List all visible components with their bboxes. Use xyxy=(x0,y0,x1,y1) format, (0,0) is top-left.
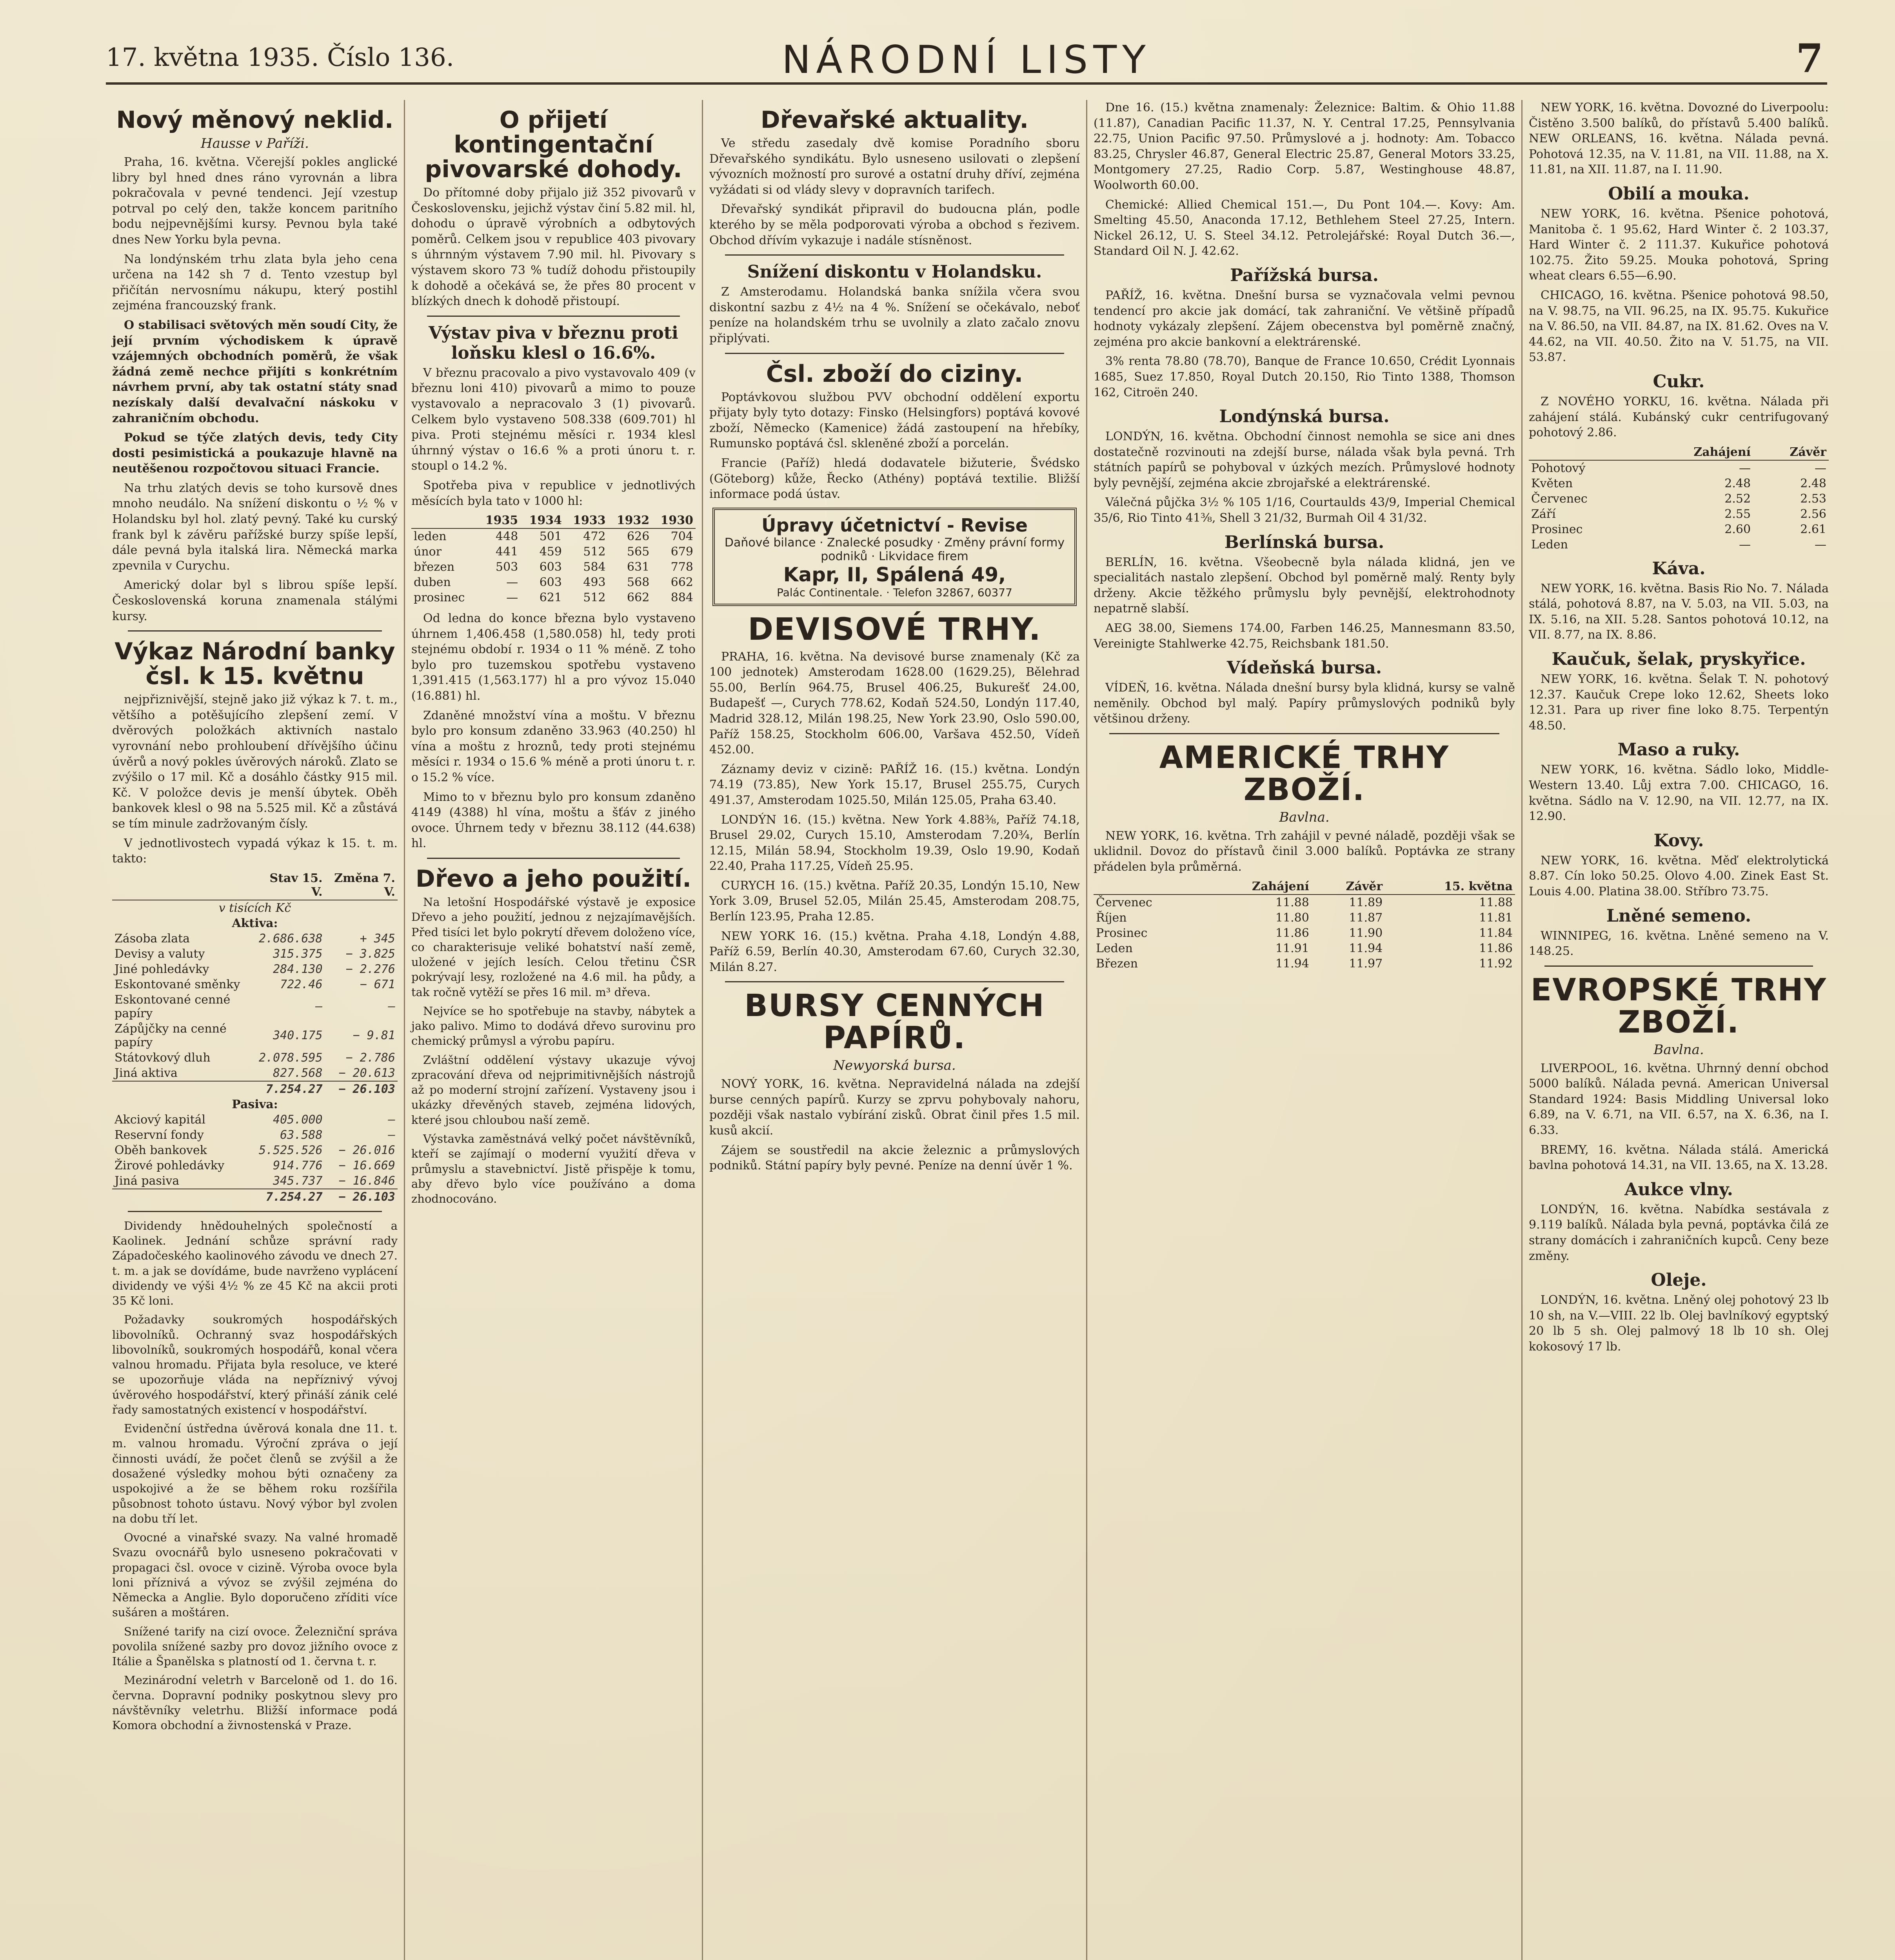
article-title: Dřevařské aktuality. xyxy=(760,106,1029,134)
paragraph: BERLÍN, 16. května. Všeobecně byla nálada klidná, jen ve specialitách nastalo zlepšení. Obchod byl poměrně malý. Renty byly drženy. Akcie těžkého průmyslu byly pevnější, elektrohodnoty nepatrně slabší. xyxy=(1094,555,1515,616)
table-cell: 584 xyxy=(583,560,606,574)
paragraph: Dřevařský syndikát připravil do budoucna plán, podle kterého by se měla podporovati výroba a obchod s řezivem. Obchod dřívím vykazuje i nadále stísněnost. xyxy=(709,202,1080,247)
table-header: Zahájení xyxy=(1202,879,1312,895)
table-cell: 565 xyxy=(627,545,650,559)
table-cell: 621 xyxy=(539,591,562,605)
table-cell: − 20.613 xyxy=(338,1066,395,1080)
paragraph: Zájem se soustředil na akcie železnic a průmyslových podniků. Státní papíry byly pevné. Peníze na denní úvěr 1 %. xyxy=(709,1143,1080,1173)
table-cell: 704 xyxy=(670,530,693,544)
table-cell: — xyxy=(506,575,518,590)
table-cell: Září xyxy=(1531,507,1556,521)
article-title: Výkaz Národní banky čsl. k 15. květnu xyxy=(114,638,395,690)
paragraph: NEW YORK, 16. května. Basis Rio No. 7. Nálada stálá, pohotová 8.87, na V. 5.03, na VII. 5.03, na IX. 5.16, na XII. 5.28. Santos pohotová 10.12, na VII. 8.77, na IX. 8.86. xyxy=(1529,581,1829,642)
table-row xyxy=(112,1065,398,1081)
table-header: 1933 xyxy=(564,513,608,528)
table-cell: — xyxy=(1739,537,1751,552)
table-row xyxy=(1094,895,1515,910)
paragraph: Záznamy deviz v cizině: PAŘÍŽ 16. (15.) května. Londýn 74.19 (73.85), New York 15.17, Brusel 255.75, Curych 491.37, Amsterodam 1025.50, Milán 125.05, Praha 63.40. xyxy=(709,762,1080,807)
table-cell: 2.48 xyxy=(1800,476,1826,490)
table-row xyxy=(411,559,696,575)
paragraph: Zdaněné množství vína a moštu. V březnu bylo pro konsum zdaněno 33.963 (40.250) hl vína a moštu z hroznů, tedy proti stejnému měsíci r. 1934 o 15.6 % méně a proti únoru t. r. o 15.2 % více. xyxy=(411,708,696,785)
table-cell: Květen xyxy=(1531,476,1573,490)
table-row xyxy=(112,1127,398,1143)
cotton-price-table xyxy=(1094,879,1515,971)
table-cell: 315.375 xyxy=(273,947,323,961)
beer-consumption-table xyxy=(411,513,696,605)
paragraph: PAŘÍŽ, 16. května. Dnešní bursa se vyznačovala velmi pevnou tendencí pro akcie jak domácí, tak zahraniční. Ve většině případů hodnoty vykázaly zlepšení. Zájem obecenstva byl poměrně značný, zejména pro akcie bankovní a elektrárenské. xyxy=(1094,288,1515,349)
table-cell: 448 xyxy=(496,530,518,544)
table-cell: Jiná aktiva xyxy=(114,1066,178,1080)
table-cell: 2.52 xyxy=(1724,492,1751,506)
table-row xyxy=(1529,491,1829,506)
table-header xyxy=(1529,445,1640,460)
paragraph: NEW YORK, 16. května. Měď elektrolytická 8.87. Cín loko 50.25. Olovo 4.00. Zinek East St. Louis 4.00. Platina 38.00. Stříbro 73.75. xyxy=(1529,853,1829,898)
article-title: Londýnská bursa. xyxy=(1219,407,1390,427)
table-cell: 472 xyxy=(583,530,606,544)
table-cell: 631 xyxy=(627,560,650,574)
paragraph: Evidenční ústředna úvěrová konala dne 11. t. m. valnou hromadu. Výroční zpráva o její činnosti uvádí, že počet členů se zvýšil a že dosažené výsledky mohou býti označeny za uspokojivé a že se během roku rozšířila působnost tohoto ústavu. Nový výbor byl zvolen na dobu tří let. xyxy=(112,1422,398,1525)
divider xyxy=(725,254,1064,256)
table-cell: Zásoba zlata xyxy=(114,931,190,946)
ad-contact: Palác Continentale. · Telefon 32867, 60377 xyxy=(777,586,1012,599)
article-title: Maso a ruky. xyxy=(1617,740,1740,760)
paragraph: Zvláštní oddělení výstavy ukazuje vývoj zpracování dřeva od nejprimitivnějších nástrojů až po moderní strojní zařízení. Vystaveny jsou i ukázky dřevěných staveb, zejména lidových, které jsou chloubou naší země. xyxy=(411,1053,696,1127)
table-row xyxy=(1529,476,1829,491)
table-cell: 284.130 xyxy=(273,962,323,976)
paragraph: NEW YORK, 16. května. Šelak T. N. pohotový 12.37. Kaučuk Crepe loko 12.62, Sheets loko 12.31. Para up river fine loko 8.75. Terpentýn 48.50. xyxy=(1529,672,1829,733)
table-row xyxy=(411,590,696,605)
table-cell: Jiná pasiva xyxy=(114,1174,180,1188)
paragraph: V jednotlivostech vypadá výkaz k 15. t. m. takto: xyxy=(112,836,398,866)
paragraph: NEW YORK, 16. května. Pšenice pohotová, Manitoba č. 1 95.62, Hard Winter č. 2 103.37, Hard Winter č. 2 111.37. Kukuřice pohotová 102.75. Žito 59.25. Mouka pohotová, Spring wheat clears 6.55—6.90. xyxy=(1529,207,1829,283)
table-section: Pasiva: xyxy=(232,1097,278,1111)
article-title: O přijetí kontingentační pivovarské dohody. xyxy=(425,106,682,183)
table-cell: 2.61 xyxy=(1800,522,1826,536)
table-cell: 512 xyxy=(583,545,606,559)
table-cell: březen xyxy=(414,560,455,574)
column-4 xyxy=(1086,100,1521,1960)
table-header: 1935 xyxy=(477,513,521,528)
table-row xyxy=(1094,941,1515,956)
paragraph: Dne 16. (15.) května znamenaly: Železnice: Baltim. & Ohio 11.88 (11.87), Canadian Pacific 11.37, N. Y. Central 17.25, Pennsylvania 22.75, Union Pacific 97.50. Průmyslové a j. hodnoty: Am. Tobacco 83.25, Chrysler 46.87, General Electric 25.87, General Motors 33.25, Montgomery 27.25, Radio Corp. 5.87, Westinghouse 48.87, Woolworth 60.00. xyxy=(1094,101,1515,192)
table-header xyxy=(411,513,477,528)
divider xyxy=(427,858,680,859)
page-number: 7 xyxy=(1796,35,1823,82)
paragraph: Od ledna do konce března bylo vystaveno úhrnem 1,406.458 (1,580.058) hl, tedy proti stejnému období r. 1934 o 11 % méně. Z toho bylo pro tuzemskou spotřebu vystaveno 1,391.415 (1,563.177) hl a pro vývoz 15.040 (16.881) hl. xyxy=(411,612,696,703)
article-title: Snížení diskontu v Holandsku. xyxy=(747,262,1042,282)
article-title: Lněné semeno. xyxy=(1606,906,1751,926)
table-cell: Březen xyxy=(1096,956,1138,971)
accounting-advertisement xyxy=(712,508,1077,606)
page-header xyxy=(106,27,1827,85)
table-cell: 11.97 xyxy=(1349,956,1383,971)
paragraph: NEW YORK, 16. května. Trh zahájil v pevné náladě, později však se uklidnil. Dovoz do přístavů činil 3.000 balíků. Poptávka ze strany přádelen byla průměrná. xyxy=(1094,829,1515,874)
paragraph: NOVÝ YORK, 16. května. Nepravidelná nálada na zdejší burse cenných papírů. Kurzy se zprvu pohybovaly nahoru, později však nastalo vybírání zisků. Obrat činil přes 1.5 mil. kusů akcií. xyxy=(709,1077,1080,1138)
table-cell: − 26.103 xyxy=(325,1081,398,1097)
table-row xyxy=(1094,956,1515,971)
paragraph: BREMY, 16. května. Nálada stálá. Americká bavlna pohotová 14.31, na VII. 13.65, na X. 13.28. xyxy=(1529,1143,1829,1172)
table-cell: 503 xyxy=(496,560,518,574)
table-cell: 722.46 xyxy=(280,977,323,991)
table-cell: Devisy a valuty xyxy=(114,947,205,961)
table-row xyxy=(112,1143,398,1158)
divider xyxy=(128,630,382,632)
table-cell: 11.86 xyxy=(1275,926,1309,940)
table-header: Změna 7. V. xyxy=(325,871,398,900)
paragraph: Požadavky soukromých hospodářských libovolníků. Ochranný svaz hospodářských libovolníků, soukromých hospodářů, konal včera valnou hromadu. Přijata byla resoluce, ve které se upozorňuje vláda na nepříznivý vývoj úvěrového hospodářství, který přináší zánik celé řady samostatných existencí v hospodářství. xyxy=(112,1313,398,1416)
paragraph: Snížené tarify na cizí ovoce. Železniční správa povolila snížené sazby pro dovoz jižního ovoce z Itálie a Španělska s platností od 1. června t. r. xyxy=(112,1624,398,1668)
table-cell: 884 xyxy=(670,591,693,605)
table-cell: Červenec xyxy=(1096,895,1152,909)
table-header: Zahájení xyxy=(1640,445,1753,460)
paragraph: V březnu pracovalo a pivo vystavovalo 409 (v březnu loni 410) pivovarů a mimo to pouze vystavovalo a nepracovalo 3 (1) pivovarů. Celkem bylo vystaveno 508.338 (609.701) hl piva. Proti stejnému měsíci r. 1934 klesl úhrnný výstav o 16.6 % a proti únoru t. r. stoupl o 14.2 %. xyxy=(411,366,696,473)
table-header: Závěr xyxy=(1753,445,1829,460)
table-cell: — xyxy=(1815,461,1826,475)
paragraph: Ovocné a vinařské svazy. Na valné hromadě Svazu ovocnářů bylo usneseno pokračovati v propagaci čsl. ovoce v cizině. Výroba ovoce byla loni příznivá a vývoz se zvýšil zejména do Německa a Anglie. Bylo doporučeno zříditi více sušáren a moštáren. xyxy=(112,1531,398,1619)
paragraph: Na trhu zlatých devis se toho kursově dnes mnoho neudálo. Na snížení diskontu o ½ % v Holandsku byl hol. zlatý pevný. Také ku curský frank byl k závěru pařížské burzy spíše lepší, dále pevná byla italská lira. Německá marka zpevnila v Curychu. xyxy=(112,481,398,573)
table-cell: Leden xyxy=(1531,537,1568,552)
table-cell: Prosinec xyxy=(1096,926,1148,940)
table-cell: — xyxy=(388,1112,395,1127)
table-cell: 914.776 xyxy=(273,1158,323,1172)
paragraph: Pokud se týče zlatých devis, tedy City dosti pesimistická a poukazuje hlavně na neutěšenou rozpočtovou situaci Francie. xyxy=(112,431,398,476)
section-title: EVROPSKÉ TRHY ZBOŽÍ. xyxy=(1530,972,1827,1040)
paragraph: VÍDEŇ, 16. května. Nálada dnešní bursy byla klidná, kursy se valně neměnily. Obchod byl malý. Papíry průmyslových podniků byly většinou drženy. xyxy=(1094,681,1515,726)
table-cell: − 2.786 xyxy=(345,1051,395,1065)
article-subtitle: Hausse v Paříži. xyxy=(200,136,309,151)
table-cell: 2.48 xyxy=(1724,476,1751,490)
table-cell: Leden xyxy=(1096,941,1133,955)
paragraph: Mezinárodní veletrh v Barceloně od 1. do 16. června. Dopravní podniky poskytnou slevy pro návštěvníky veletrhu. Bližší informace podá Komora obchodní a živnostenská v Praze. xyxy=(112,1673,398,1732)
table-cell: 512 xyxy=(583,591,606,605)
paragraph: Na londýnském trhu zlata byla jeho cena určena na 142 sh 7 d. Tento vzestup byl přičítán nervosnímu nákupu, který postihl zejména francouzský frank. xyxy=(112,252,398,313)
table-cell: Žirové pohledávky xyxy=(114,1158,225,1172)
table-cell: — xyxy=(315,1000,323,1014)
table-cell: − 9.81 xyxy=(352,1029,395,1043)
table-cell: 459 xyxy=(539,545,562,559)
paragraph: Americký dolar byl s librou spíše lepší. Československá koruna znamenala stálými kursy. xyxy=(112,578,398,623)
table-cell: 7.254.27 xyxy=(253,1081,325,1097)
table-section: Aktiva: xyxy=(232,916,278,930)
table-row xyxy=(411,528,696,544)
table-cell: 11.86 xyxy=(1479,941,1513,955)
article-title: Výstav piva v březnu proti loňsku klesl o 16.6%. xyxy=(429,323,678,363)
table-cell: 441 xyxy=(496,545,518,559)
table-header xyxy=(112,871,253,900)
divider xyxy=(128,1211,382,1212)
table-row xyxy=(112,1158,398,1173)
table-row xyxy=(1094,926,1515,941)
table-cell: 11.94 xyxy=(1275,956,1309,971)
paragraph: CHICAGO, 16. května. Pšenice pohotová 98.50, na V. 98.75, na VII. 96.25, na IX. 95.75. Kukuřice na V. 86.50, na VII. 84.87, na IX. 81.62. Oves na V. 44.62, na VII. 40.50. Žito na V. 51.75, na VII. 53.87. xyxy=(1529,288,1829,365)
paragraph: Chemické: Allied Chemical 151.—, Du Pont 104.—. Kovy: Am. Smelting 45.50, Anaconda 17.12, Bethlehem Steel 27.25, Intern. Nickel 26.12, U. S. Steel 34.12. Petrolejářské: Royal Dutch 36.—, Standard Oil N. J. 42.62. xyxy=(1094,198,1515,258)
paragraph: Poptávkovou službou PVV obchodní oddělení exportu přijaty byly tyto dotazy: Finsko (Helsingfors) poptává kovové zboží, Německo (Kamenice) žádá zastoupení na hřebíky, Rumunsko poptává čsl. skleněné zboží a porcelán. xyxy=(709,390,1080,451)
table-cell: 827.568 xyxy=(273,1066,323,1080)
divider xyxy=(427,316,680,317)
table-cell: 11.88 xyxy=(1275,895,1309,909)
table-cell: leden xyxy=(414,530,447,544)
paragraph: LONDÝN, 16. května. Obchodní činnost nemohla se sice ani dnes dostatečně rozvinouti na zdejší burse, nálada však byla pevná. Trh státních papírů se pohyboval v úzkých mezích. Průmyslové hodnoty byly pevnější, zejména akcie zbrojařské a elektrárenské. xyxy=(1094,430,1515,490)
table-cell: — xyxy=(506,591,518,605)
table-cell: Říjen xyxy=(1096,911,1127,925)
table-header xyxy=(1094,879,1202,895)
table-cell: 11.88 xyxy=(1479,895,1513,909)
table-cell: — xyxy=(1739,461,1751,475)
article-title: Káva. xyxy=(1652,558,1706,579)
article-title: Nový měnový neklid. xyxy=(116,106,394,134)
table-cell: 493 xyxy=(583,575,606,590)
table-row xyxy=(1529,522,1829,537)
table-cell: Eskontované směnky xyxy=(114,977,240,991)
table-row xyxy=(112,1112,398,1127)
divider xyxy=(1544,965,1813,967)
table-cell: 11.91 xyxy=(1275,941,1309,955)
section-title: AMERICKÉ TRHY ZBOŽÍ. xyxy=(1159,740,1450,808)
table-row xyxy=(1529,537,1829,552)
paragraph: Praha, 16. května. Včerejší pokles anglické libry byl hned dnes ráno vyrovnán a libra pokračovala v pevné tendenci. Její vzestup potrval po celý den, takže koncem paritního bodu nejpevnějšími kursy. Pevnou byla také dnes New Yorku byla pevna. xyxy=(112,155,398,247)
paragraph: Spotřeba piva v republice v jednotlivých měsících byla tato v 1000 hl: xyxy=(411,478,696,508)
paragraph: Výstavka zaměstnává velký počet návštěvníků, kteří se zajímají o moderní využití dřeva v průmyslu a stavebnictví. Jistě přispěje k tomu, aby dřevo bylo více používáno a doma zhodnocováno. xyxy=(411,1132,696,1206)
table-cell: 11.90 xyxy=(1349,926,1383,940)
paragraph: Na letošní Hospodářské výstavě je exposice Dřevo a jeho použití, jednou z nejzajímavějších. Před tisíci let bylo pokrytí dřevem doloženo více, co charakterisuje veliké bohatství naší země, uložené v jejích lesích. Celou třetinu ČSR pokrývají lesy, rozložené na 4.6 mil. ha půdy, a tak ročně vytěží se přes 16 mil. m³ dřeva. xyxy=(411,895,696,999)
paragraph: Nejvíce se ho spotřebuje na stavby, nábytek a jako palivo. Mimo to dodává dřevo surovinu pro chemický průmysl a výrobu papíru. xyxy=(411,1004,696,1048)
table-cell: 11.84 xyxy=(1479,926,1513,940)
table-cell: duben xyxy=(414,575,451,590)
table-cell: 662 xyxy=(627,591,650,605)
section-title: BURSY CENNÝCH PAPÍRŮ. xyxy=(744,988,1045,1056)
article-title: Vídeňská bursa. xyxy=(1226,658,1382,678)
paragraph: Do přítomné doby přijalo již 352 pivovarů v Československu, jejichž výstav činí 5.82 mil. hl, dohodu o úpravě výrobních a odbytových poměrů. Celkem jsou v republice 403 pivovary s úhrnným výstavem 7.90 mil. hl. Pivovary s výstavem skoro 73 % tudíž dohodu přistoupily k dohodě a očekává se, že přes 80 procent v blízkých dnech k dohodě přistoupí. xyxy=(411,186,696,309)
table-header: 1930 xyxy=(652,513,696,528)
paragraph: nejpřiznivější, stejně jako již výkaz k 7. t. m., většího a potěšujícího zlepšení zemí. V dvěrových položkách aktivních nastalo vyrovnání nebo prohloubení dřívějšího účinu úvěrů a nový pokles úvěrových nároků. Zlato se zvýšilo o 17 mil. Kč a dosáhlo částky 915 mil. Kč. V položce devis je menší úbytek. Oběh bankovek klesl o 98 na 5.525 mil. Kč a zůstává se tím minule zadržovaným čísly. xyxy=(112,693,398,831)
article-title: Aukce vlny. xyxy=(1624,1179,1733,1200)
column-2 xyxy=(404,100,702,1960)
article-title: Kovy. xyxy=(1653,830,1704,851)
table-cell: 626 xyxy=(627,530,650,544)
bank-report-table xyxy=(112,871,398,1205)
table-cell: — xyxy=(1815,537,1826,552)
table-cell: 345.737 xyxy=(273,1174,323,1188)
column-5 xyxy=(1521,100,1835,1960)
table-unit: v tisících Kč xyxy=(218,901,291,915)
masthead: NÁRODNÍ LISTY xyxy=(782,38,1151,82)
table-cell: 603 xyxy=(539,575,562,590)
table-cell: Státovkový dluh xyxy=(114,1051,211,1065)
table-cell: 501 xyxy=(539,530,562,544)
paragraph: O stabilisaci světových měn soudí City, že její prvním východiskem k úpravě vzájemných obchodních poměrů, že však žádná země nechce přijíti s konkrétním návrhem první, aby tak ostatní státy snad nezískaly další devalvační náskoku v zahraničním obchodu. xyxy=(112,318,398,425)
table-cell: — xyxy=(388,1000,395,1014)
table-cell: Eskontované cenné papíry xyxy=(114,993,231,1020)
table-row xyxy=(1529,506,1829,522)
paragraph: LONDÝN 16. (15.) května. New York 4.88⅜, Paříž 74.18, Brusel 29.02, Curych 15.10, Amsterodam 7.20¾, Berlín 12.15, Milán 58.94, Stockholm 19.39, Oslo 19.90, Kodaň 22.40, Praha 117.25, Vídeň 25.95. xyxy=(709,813,1080,873)
table-row xyxy=(1094,910,1515,926)
table-cell: prosinec xyxy=(414,591,465,605)
paragraph: AEG 38.00, Siemens 174.00, Farben 146.25, Mannesmann 83.50, Vereinigte Stahlwerke 42.75, Reichsbank 181.50. xyxy=(1094,621,1515,651)
table-row xyxy=(112,962,398,977)
article-subtitle: Newyorská bursa. xyxy=(833,1058,956,1074)
table-cell: 11.81 xyxy=(1479,911,1513,925)
divider xyxy=(1109,733,1499,734)
table-row xyxy=(112,1050,398,1065)
article-subtitle: Bavlna. xyxy=(1653,1042,1704,1058)
column-1 xyxy=(106,100,404,1960)
table-cell: 11.87 xyxy=(1349,911,1383,925)
table-row xyxy=(112,946,398,962)
table-cell: − 16.846 xyxy=(338,1174,395,1188)
table-cell: 11.89 xyxy=(1349,895,1383,909)
paragraph: WINNIPEG, 16. května. Lněné semeno na V. 148.25. xyxy=(1529,929,1829,958)
table-cell: Reservní fondy xyxy=(114,1128,204,1142)
paragraph: Mimo to v březnu bylo pro konsum zdaněno 4149 (4388) hl vína, moštu a šťáv z jiného ovoce. Úhrnem tedy v březnu 38.112 (44.638) hl. xyxy=(411,790,696,851)
table-cell: — xyxy=(388,1128,395,1142)
table-cell: 340.175 xyxy=(273,1029,323,1043)
table-cell: − 16.669 xyxy=(338,1158,395,1172)
column-3 xyxy=(702,100,1086,1960)
table-cell: 662 xyxy=(670,575,693,590)
table-row xyxy=(112,977,398,992)
table-row xyxy=(112,992,398,1021)
table-cell: Červenec xyxy=(1531,492,1588,506)
article-title: Kaučuk, šelak, pryskyřice. xyxy=(1552,649,1806,670)
table-cell: − 2.276 xyxy=(345,962,395,976)
table-header: Závěr xyxy=(1312,879,1385,895)
sugar-price-table xyxy=(1529,445,1829,552)
paragraph: Francie (Paříž) hledá dodavatele bižuterie, Švédsko (Göteborg) kůže, Řecko (Athény) poptává textilie. Bližší informace podá ústav. xyxy=(709,456,1080,501)
table-cell: únor xyxy=(414,545,442,559)
table-header: 1932 xyxy=(608,513,652,528)
table-row xyxy=(112,1173,398,1189)
paragraph: Z NOVÉHO YORKU, 16. května. Nálada při zahájení stálá. Kubánský cukr centrifugovaný pohotový 2.86. xyxy=(1529,394,1829,440)
table-row xyxy=(112,1021,398,1050)
table-header: 1934 xyxy=(520,513,564,528)
table-row xyxy=(112,931,398,946)
article-title: Cukr. xyxy=(1653,371,1705,392)
article-title: Čsl. zboží do ciziny. xyxy=(766,360,1023,388)
paragraph: Válečná půjčka 3½ % 105 1/16, Courtaulds 43/9, Imperial Chemical 35/6, Rio Tinto 41⅜, Shell 3 21/32, Burmah Oil 4 31/32. xyxy=(1094,495,1515,525)
table-cell: Prosinec xyxy=(1531,522,1583,536)
paragraph: LONDÝN, 16. května. Lněný olej pohotový 23 lb 10 sh, na V.—VIII. 22 lb. Olej bavlníkový egyptský 20 lb 5 sh. Olej palmový 18 lb 10 sh. Olej kokosový 17 lb. xyxy=(1529,1293,1829,1354)
table-row xyxy=(411,544,696,559)
table-cell: 11.94 xyxy=(1349,941,1383,955)
table-header: Stav 15. V. xyxy=(253,871,325,900)
table-cell: 2.686.638 xyxy=(258,931,323,946)
table-cell: 2.55 xyxy=(1724,507,1751,521)
table-cell: 7.254.27 xyxy=(253,1189,325,1205)
ad-services: Daňové bilance · Znalecké posudky · Změny právní formy podniků · Likvidace firem xyxy=(724,535,1065,563)
table-cell xyxy=(112,1081,253,1097)
table-cell: − 26.103 xyxy=(325,1189,398,1205)
paragraph: CURYCH 16. (15.) května. Paříž 20.35, Londýn 15.10, New York 3.09, Brusel 52.05, Milán 25.45, Amsterodam 208.75, Berlín 123.95, Praha 12.85. xyxy=(709,878,1080,924)
article-title: Pařížská bursa. xyxy=(1230,265,1379,285)
table-header: 15. května xyxy=(1385,879,1515,895)
paragraph: NEW YORK, 16. května. Sádlo loko, Middle-Western 13.40. Lůj extra 7.00. CHICAGO, 16. května. Sádlo na V. 12.90, na VII. 12.77, na IX. 12.90. xyxy=(1529,763,1829,824)
section-title: DEVISOVÉ TRHY. xyxy=(748,612,1041,647)
table-cell: 5.525.526 xyxy=(258,1143,323,1157)
paragraph: LIVERPOOL, 16. května. Uhrnný denní obchod 5000 balíků. Nálada pevná. American Universal Standard 1924: Basis Middling Universal loko 6.89, na V. 6.71, na VII. 6.57, na X. 6.36, na I. 6.33. xyxy=(1529,1061,1829,1137)
table-cell: − 3.825 xyxy=(345,947,395,961)
paragraph: NEW YORK, 16. května. Dovozné do Liverpoolu: Čistěno 3.500 balíků, do přístavů 5.400 balíků. NEW ORLEANS, 16. května. Nálada pevná. Pohotová 12.35, na V. 11.81, na VII. 11.88, na X. 11.81, na XII. 11.87, na I. 11.90. xyxy=(1529,101,1829,177)
table-cell: 603 xyxy=(539,560,562,574)
table-cell: 2.60 xyxy=(1724,522,1751,536)
table-cell: − 671 xyxy=(360,977,395,991)
table-row xyxy=(1529,460,1829,476)
table-cell: 778 xyxy=(670,560,693,574)
table-cell: 2.56 xyxy=(1800,507,1826,521)
paragraph: 3% renta 78.80 (78.70), Banque de France 10.650, Crédit Lyonnais 1685, Suez 17.850, Royal Dutch 20.150, Rio Tinto 1388, Thomson 162, Citroën 240. xyxy=(1094,354,1515,399)
article-title: Berlínská bursa. xyxy=(1224,532,1384,552)
table-cell: Akciový kapitál xyxy=(114,1112,206,1127)
table-cell: + 345 xyxy=(360,931,395,946)
divider xyxy=(725,353,1064,354)
table-cell: 679 xyxy=(670,545,693,559)
paragraph: LONDÝN, 16. května. Nabídka sestávala z 9.119 balíků. Nálada byla pevná, poptávka čilá ze strany domácích i zahraničních kupců. Ceny beze změny. xyxy=(1529,1202,1829,1263)
table-cell: 2.078.595 xyxy=(258,1051,323,1065)
table-cell xyxy=(112,1189,253,1205)
table-cell: Pohotový xyxy=(1531,461,1586,475)
table-cell: Oběh bankovek xyxy=(114,1143,207,1157)
table-cell: 11.92 xyxy=(1479,956,1513,971)
paragraph: Z Amsterodamu. Holandská banka snížila včera svou diskontní sazbu z 4½ na 4 %. Snížení se očekávalo, neboť peníze na holandském trhu se uvolnily a zlato začalo znovu připlývati. xyxy=(709,285,1080,345)
table-cell: Zápůjčky na cenné papíry xyxy=(114,1022,227,1049)
issue-date: 17. května 1935. Číslo 136. xyxy=(106,43,454,72)
paragraph: PRAHA, 16. května. Na devisové burse znamenaly (Kč za 100 jednotek) Amsterodam 1628.00 (1629.25), Bělehrad 55.00, Berlín 964.75, Brusel 406.25, Bukurešť 24.00, Budapešť —, Curych 778.62, Kodaň 524.50, Londýn 117.40, Madrid 328.12, Milán 198.25, New York 23.90, Oslo 590.00, Paříž 158.25, Stockholm 606.00, Varšava 452.50, Vídeň 452.00. xyxy=(709,650,1080,757)
ad-headline: Úpravy účetnictví - Revise xyxy=(761,514,1028,536)
divider xyxy=(725,981,1064,982)
paragraph: NEW YORK 16. (15.) května. Praha 4.18, Londýn 4.88, Paříž 6.59, Berlín 40.30, Amsterodam 67.60, Curych 32.30, Milán 8.27. xyxy=(709,929,1080,974)
table-cell: 405.000 xyxy=(273,1112,323,1127)
ad-address: Kapr, II, Spálená 49, xyxy=(783,563,1006,586)
paragraph: Dividendy hnědouhelných společností a Kaolinek. Jednání schůze správní rady Západočeského kaolinového závodu ve dnech 27. t. m. a jak se dovídáme, bude navrženo vyplácení dividendy ve výši 4½ % ze 45 Kč na akcii proti 35 Kč loni. xyxy=(112,1219,398,1308)
table-cell: − 26.016 xyxy=(338,1143,395,1157)
table-cell: Jiné pohledávky xyxy=(114,962,209,976)
article-title: Obilí a mouka. xyxy=(1608,183,1750,204)
article-subtitle: Bavlna. xyxy=(1279,809,1330,825)
table-cell: 2.53 xyxy=(1800,492,1826,506)
paragraph: Ve středu zasedaly dvě komise Poradního sboru Dřevařského syndikátu. Bylo usneseno usilovati o zlepšení vývozních možností pro surové a ostatní druhy dříví, zejména vyžádati si od vlády slevy v dopravních tarifech. xyxy=(709,136,1080,197)
article-title: Dřevo a jeho použití. xyxy=(415,865,692,893)
table-cell: 11.80 xyxy=(1275,911,1309,925)
article-title: Oleje. xyxy=(1651,1270,1707,1290)
table-row xyxy=(411,575,696,590)
table-cell: 63.588 xyxy=(280,1128,323,1142)
table-cell: 568 xyxy=(627,575,650,590)
